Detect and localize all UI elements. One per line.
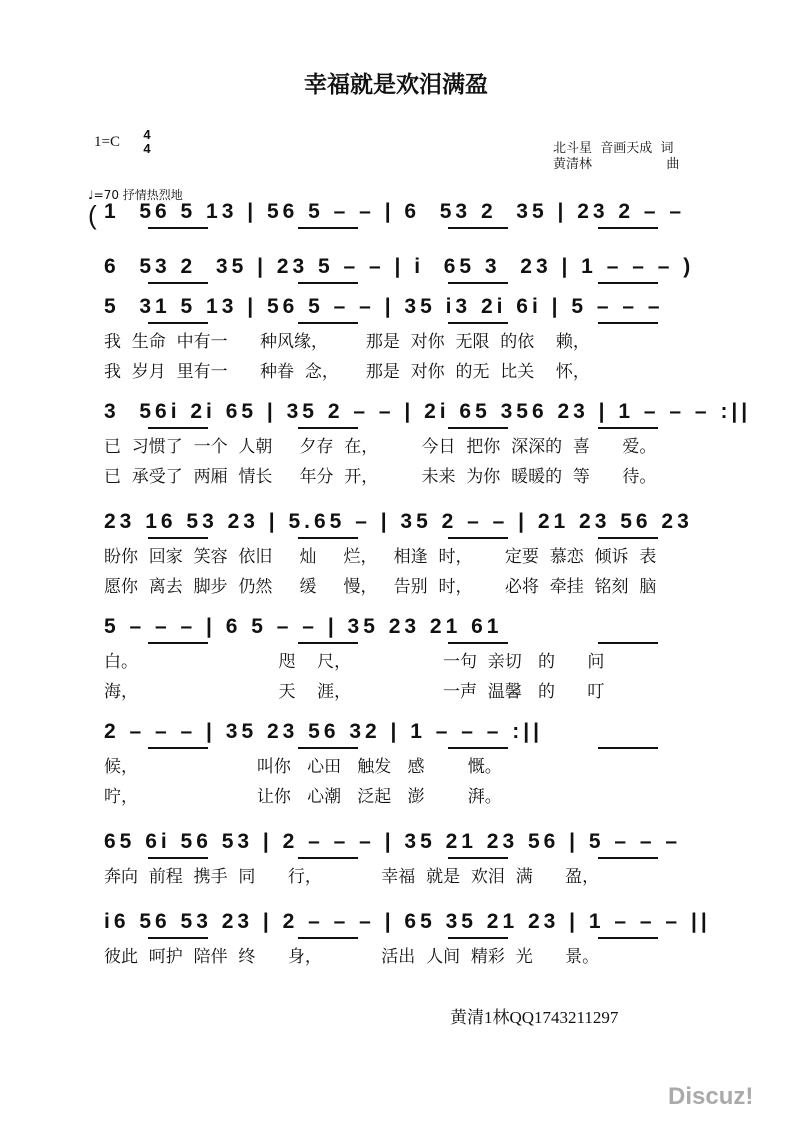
notation-line: 65 6i 56 53 | 2 – – – | 35 21 23 56 | 5 – – – <box>104 830 682 853</box>
beam-underline <box>598 227 658 229</box>
beam-underline <box>448 227 508 229</box>
beam-underline <box>448 857 508 859</box>
lyric-line: 我 生命 中有一 种风缘， 那是 对你 无限 的依 赖， <box>104 332 590 352</box>
beam-underline <box>298 642 358 644</box>
transcriber-signature: 黄清1林QQ1743211297 <box>450 1008 619 1027</box>
beam-underline <box>148 747 208 749</box>
notation-line: 6 53 2 35 | 23 5 – – | i 65 3 23 | 1 – – – ) <box>104 255 695 278</box>
beam-underline <box>598 857 658 859</box>
lyric-line: 已 习惯了 一个 人朝 夕存 在， 今日 把你 深深的 喜 爱。 <box>104 437 657 457</box>
beam-underline <box>298 427 358 429</box>
lyric-line: 海， 天 涯， 一声 温馨 的 叮 <box>104 682 605 702</box>
score-body <box>88 200 752 1000</box>
notation-line: 2 – – – | 35 23 56 32 | 1 – – – :|| <box>104 720 544 743</box>
beam-underline <box>448 747 508 749</box>
beam-underline <box>148 857 208 859</box>
time-signature-bottom: 4 <box>143 141 151 156</box>
time-signature-top: 4 <box>143 127 151 142</box>
lyric-line: 已 承受了 两厢 情长 年分 开， 未来 为你 暖暖的 等 待。 <box>104 467 657 487</box>
beam-underline <box>298 227 358 229</box>
beam-underline <box>298 282 358 284</box>
lyric-line: 彼此 呵护 陪伴 终 身， 活出 人间 精彩 光 景。 <box>104 947 600 967</box>
lyric-line: 奔向 前程 携手 同 行， 幸福 就是 欢泪 满 盈， <box>104 867 600 887</box>
forum-watermark: Discuz! <box>668 1083 754 1110</box>
beam-underline <box>598 427 658 429</box>
beam-underline <box>448 322 508 324</box>
lyric-line: 我 岁月 里有一 种眷 念， 那是 对你 的无 比关 怀， <box>104 362 590 382</box>
notation-line: 1 56 5 13 | 56 5 – – | 6 53 2 35 | 23 2 – – <box>104 200 686 223</box>
repeat-open-bracket: ( <box>88 200 101 230</box>
lyric-line: 愿你 离去 脚步 仍然 缓 慢， 告别 时， 必将 牵挂 铭刻 脑 <box>104 577 657 597</box>
beam-underline <box>598 322 658 324</box>
lyric-line: 候， 叫你 心田 触发 感 慨。 <box>104 757 502 777</box>
composer-credit: 黄清林 曲 <box>553 157 680 172</box>
beam-underline <box>448 427 508 429</box>
beam-underline <box>598 937 658 939</box>
beam-underline <box>148 537 208 539</box>
beam-underline <box>448 537 508 539</box>
beam-underline <box>298 322 358 324</box>
lyricist-credit: 北斗星 音画天成 词 <box>553 141 674 156</box>
lyric-line: 盼你 回家 笑容 依旧 灿 烂， 相逢 时， 定要 慕恋 倾诉 表 <box>104 547 657 567</box>
key-signature: 1=C <box>94 134 120 150</box>
beam-underline <box>598 282 658 284</box>
beam-underline <box>298 747 358 749</box>
lyric-line: 白。 咫 尺， 一句 亲切 的 问 <box>104 652 605 672</box>
beam-underline <box>598 642 658 644</box>
beam-underline <box>448 282 508 284</box>
beam-underline <box>298 937 358 939</box>
beam-underline <box>148 322 208 324</box>
beam-underline <box>148 937 208 939</box>
notation-line: 3 56i 2i 65 | 35 2 – – | 2i 65 356 23 | 1 – – – :|| <box>104 400 752 423</box>
lyric-line: 咛， 让你 心潮 泛起 澎 湃。 <box>104 787 502 807</box>
beam-underline <box>448 937 508 939</box>
beam-underline <box>598 537 658 539</box>
time-signature <box>140 128 154 156</box>
notation-line: 5 31 5 13 | 56 5 – – | 35 i3 2i 6i | 5 – – – <box>104 295 664 318</box>
notation-line: i6 56 53 23 | 2 – – – | 65 35 21 23 | 1 – – – || <box>104 910 711 933</box>
beam-underline <box>148 282 208 284</box>
beam-underline <box>298 537 358 539</box>
notation-line: 5 – – – | 6 5 – – | 35 23 21 61 <box>104 615 503 638</box>
song-title: 幸福就是欢泪满盈 <box>304 72 488 98</box>
tempo-marking: ♩=70 抒情热烈地 <box>88 188 183 202</box>
beam-underline <box>448 642 508 644</box>
notation-line: 23 16 53 23 | 5.65 – | 35 2 – – | 21 23 56 23 <box>104 510 693 533</box>
beam-underline <box>298 857 358 859</box>
beam-underline <box>148 642 208 644</box>
beam-underline <box>148 227 208 229</box>
beam-underline <box>148 427 208 429</box>
beam-underline <box>598 747 658 749</box>
